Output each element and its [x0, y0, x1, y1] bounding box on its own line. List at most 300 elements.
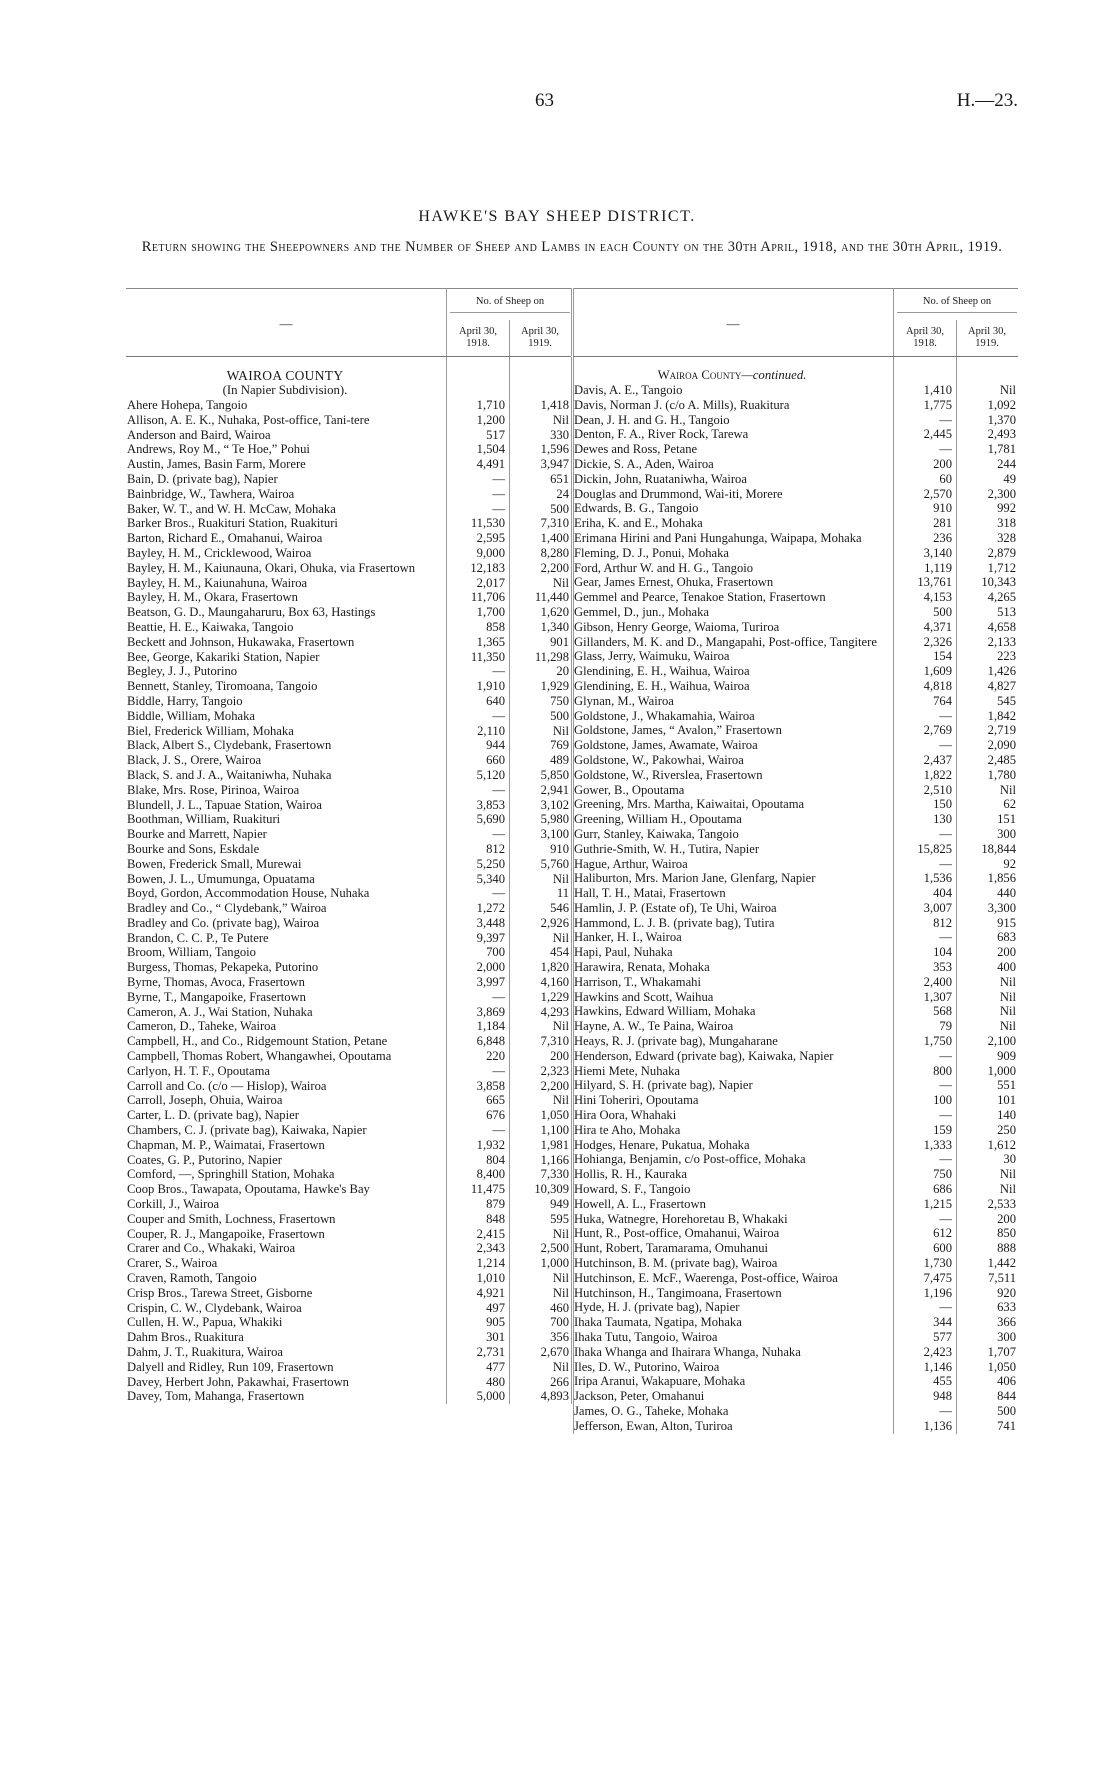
table-row [573, 1374, 1018, 1389]
sheep-1918: 568 [933, 1004, 952, 1019]
sheep-1918: 200 [933, 456, 952, 471]
owner-name: Carroll and Co. (c/o — Hislop), Wairoa [127, 1078, 327, 1093]
sheep-1918: — [939, 930, 952, 945]
owner-name: Brandon, C. C. P., Te Putere [127, 930, 269, 945]
table-row [573, 990, 1018, 1005]
sheep-1918: 612 [933, 1226, 952, 1241]
owner-name: Coop Bros., Tawapata, Opoutama, Hawke's Bay [127, 1182, 370, 1197]
owner-name: Bourke and Marrett, Napier [127, 827, 267, 842]
owner-name: Austin, James, Basin Farm, Morere [127, 457, 306, 472]
owner-name: Byrne, Thomas, Avoca, Frasertown [127, 975, 305, 990]
sheep-1918: 1,710 [476, 398, 505, 412]
sheep-1918: — [492, 1123, 505, 1138]
sheep-1919: 2,926 [540, 915, 569, 930]
sheep-1918: 2,445 [923, 427, 952, 442]
sheep-1918: 764 [933, 693, 952, 708]
owner-name: Davis, A. E., Tangoio [574, 383, 683, 397]
sheep-1918: 1,307 [923, 989, 952, 1004]
table-row [126, 576, 571, 591]
sheep-1919: 489 [550, 753, 569, 768]
sheep-1918: 686 [933, 1182, 952, 1197]
sheep-1918: 3,853 [476, 797, 505, 812]
sheep-1919: 545 [997, 693, 1016, 708]
owner-name: Boothman, William, Ruakituri [127, 812, 281, 827]
page-header [0, 90, 1114, 112]
owner-name: Craven, Ramoth, Tangoio [127, 1271, 257, 1286]
sheep-1918: — [939, 708, 952, 723]
owner-name: Goldstone, James, Awamate, Wairoa [574, 738, 758, 753]
sheep-1918: 2,343 [476, 1241, 505, 1256]
owner-name: Jackson, Peter, Omahanui [574, 1389, 705, 1404]
sheep-1919: 440 [997, 886, 1016, 901]
sheep-1918: 910 [933, 501, 952, 516]
sheep-1918: — [492, 827, 505, 842]
sheep-1919: 200 [550, 1049, 569, 1064]
owner-name: Hira Oora, Whahaki [574, 1108, 677, 1123]
sheep-1919: 2,133 [987, 634, 1016, 649]
owner-name: Ihaka Taumata, Ngatipa, Mohaka [574, 1315, 742, 1330]
table-row [573, 575, 1018, 590]
owner-name: Hilyard, S. H. (private bag), Napier [574, 1078, 753, 1093]
sheep-1918: 1,333 [923, 1137, 952, 1152]
owner-name: Hammond, L. J. B. (private bag), Tutira [574, 915, 775, 930]
owner-name: Glendining, E. H., Waihua, Wairoa [574, 678, 750, 693]
sheep-1919: Nil [999, 1004, 1016, 1019]
sheep-1918: 1,010 [476, 1271, 505, 1286]
sheep-1919: 1,166 [540, 1152, 569, 1167]
owner-name: Carroll, Joseph, Ohuia, Wairoa [127, 1093, 283, 1108]
table-row [573, 1212, 1018, 1227]
table-row [126, 1049, 571, 1064]
sheep-1918: 301 [486, 1330, 505, 1345]
sheep-1919: 2,941 [540, 782, 569, 797]
sheep-1918: 2,437 [923, 752, 952, 767]
owner-name: Ihaka Whanga and Ihairara Whanga, Nuhaka [574, 1344, 801, 1359]
table-row [126, 753, 571, 768]
sheep-1918: 100 [933, 1093, 952, 1108]
sheep-1918: 13,761 [917, 575, 952, 590]
sheep-1919: 1,596 [540, 442, 569, 457]
table-row [573, 960, 1018, 975]
sheep-1918: 281 [933, 516, 952, 531]
sheep-1919: 2,200 [540, 560, 569, 575]
owner-name: Iles, D. W., Putorino, Wairoa [574, 1359, 720, 1374]
sheep-1918: 665 [486, 1093, 505, 1108]
sheep-1918: — [492, 486, 505, 501]
sheep-1919: 700 [550, 1315, 569, 1330]
table-row [573, 1034, 1018, 1049]
county-heading: WAIROA COUNTY [226, 368, 344, 383]
sheep-1918: 948 [933, 1389, 952, 1404]
table-row [126, 442, 571, 457]
sheep-1919: 992 [997, 501, 1016, 516]
sheep-1918: 4,371 [923, 619, 952, 634]
table-row [573, 857, 1018, 872]
sheep-1919: 7,310 [540, 516, 569, 531]
table-row [573, 1345, 1018, 1360]
owner-name: Bowen, Frederick Small, Murewai [127, 856, 302, 871]
sheep-1918: 2,510 [923, 782, 952, 797]
sheep-1919: Nil [999, 383, 1016, 397]
owner-name: Douglas and Drummond, Wai-iti, Morere [574, 486, 783, 501]
owner-name: Denton, F. A., River Rock, Tarewa [574, 427, 749, 442]
table-row [126, 650, 571, 665]
table-row [573, 797, 1018, 812]
document-reference: H.—23. [956, 90, 1018, 111]
sheep-1918: — [939, 1300, 952, 1315]
owner-name: Iripa Aranui, Wakapuare, Mohaka [574, 1374, 746, 1389]
year-1918-header: April 30, 1918. [459, 326, 497, 349]
sheep-1919: Nil [552, 930, 569, 945]
table-row [573, 1167, 1018, 1182]
sheep-1919: 300 [997, 826, 1016, 841]
owner-name: Comford, —, Springhill Station, Mohaka [127, 1167, 335, 1182]
left-table-header [126, 288, 571, 357]
sheep-1919: 460 [550, 1300, 569, 1315]
sheep-1918: 1,504 [476, 442, 505, 457]
table-row [573, 427, 1018, 442]
table-row [573, 1330, 1018, 1345]
sheep-1919: 2,200 [540, 1078, 569, 1093]
sheep-1919: 20 [556, 664, 569, 679]
sheep-1918: 9,000 [476, 545, 505, 560]
sheep-1918: 11,530 [470, 516, 505, 531]
table-row [126, 1315, 571, 1330]
sheep-1918: 150 [933, 797, 952, 812]
sheep-1919: 400 [997, 960, 1016, 975]
table-row [126, 738, 571, 753]
sheep-1918: 11,475 [470, 1182, 505, 1197]
sheep-1919: Nil [552, 723, 569, 738]
table-row [126, 620, 571, 635]
sheep-1919: 1,340 [540, 619, 569, 634]
sheep-1919: 4,893 [540, 1389, 569, 1404]
table-row [126, 487, 571, 502]
owner-name: Beatson, G. D., Maungaharuru, Box 63, Hastings [127, 605, 376, 620]
sheep-1918: 404 [933, 886, 952, 901]
sheep-1919: 2,670 [540, 1345, 569, 1359]
table-row [126, 1064, 571, 1079]
sheep-1919: 11 [556, 886, 569, 901]
owner-name: Coates, G. P., Putorino, Napier [127, 1152, 282, 1167]
sheep-1919: 3,300 [987, 900, 1016, 915]
sheep-1918: 577 [933, 1330, 952, 1344]
year-1919-header: April 30, 1919. [521, 326, 559, 349]
county-subheading: (In Napier Subdivision). [222, 383, 348, 397]
table-row [573, 605, 1018, 620]
owner-name: Crispin, C. W., Clydebank, Wairoa [127, 1300, 302, 1315]
owner-name: Gillanders, M. K. and D., Mangapahi, Post-office, Tangitere [574, 634, 877, 649]
table-row [126, 590, 571, 605]
sheep-1918: 1,184 [476, 1019, 505, 1034]
sheep-1918: — [492, 501, 505, 516]
sheep-1918: 1,214 [476, 1256, 505, 1271]
owner-name: Gower, B., Opoutama [574, 782, 685, 797]
table-row [126, 1301, 571, 1316]
table-row [126, 1123, 571, 1138]
sheep-1918: 676 [486, 1108, 505, 1123]
sheep-1919: 223 [997, 649, 1016, 664]
sheep-1919: 844 [997, 1389, 1016, 1404]
sheep-1918: — [939, 412, 952, 427]
table-row [573, 738, 1018, 753]
owner-name: Hawkins and Scott, Waihua [574, 989, 714, 1004]
owner-name: Ford, Arthur W. and H. G., Tangoio [574, 560, 754, 575]
table-row [126, 694, 571, 709]
table-row [573, 1241, 1018, 1256]
owner-name: Campbell, Thomas Robert, Whangawhei, Opoutama [127, 1049, 392, 1064]
sheep-1919: 920 [997, 1285, 1016, 1300]
table-row [573, 442, 1018, 457]
owner-name: Bradley and Co. (private bag), Wairoa [127, 915, 320, 930]
owner-name: Dickie, S. A., Aden, Wairoa [574, 456, 714, 471]
table-row [573, 487, 1018, 502]
sheep-1919: 2,100 [987, 1034, 1016, 1049]
sheep-1919: Nil [999, 1167, 1016, 1182]
table-row [573, 383, 1018, 398]
owner-name: Hira te Aho, Mohaka [574, 1122, 681, 1137]
sheep-1918: 1,730 [923, 1256, 952, 1271]
table-row [126, 1330, 571, 1345]
table-row [573, 709, 1018, 724]
sheep-1919: 1,100 [540, 1123, 569, 1138]
table-row [573, 930, 1018, 945]
table-row [573, 1078, 1018, 1093]
table-row [573, 1360, 1018, 1375]
sheep-1918: 2,110 [477, 723, 505, 738]
sheep-1918: — [939, 1078, 952, 1093]
sheep-1919: 4,827 [987, 678, 1016, 693]
sheep-1919: 30 [1003, 1152, 1016, 1167]
sheep-1918: 3,869 [476, 1004, 505, 1019]
table-row [573, 679, 1018, 694]
table-row [126, 605, 571, 620]
sheep-1918: 4,491 [476, 457, 505, 472]
sheep-1919: 266 [550, 1374, 569, 1389]
owner-name: Allison, A. E. K., Nuhaka, Post-office, Tani-tere [127, 412, 370, 427]
owner-name: Greening, Mrs. Martha, Kaiwaitai, Opoutama [574, 797, 805, 812]
sheep-1918: 353 [933, 960, 952, 975]
sheep-1918: 858 [486, 619, 505, 634]
owner-name: Hayne, A. W., Te Paina, Wairoa [574, 1019, 734, 1034]
sheep-1918: 8,400 [476, 1167, 505, 1182]
owner-name: Biddle, Harry, Tangoio [127, 693, 243, 708]
owner-name: Dahm Bros., Ruakitura [127, 1330, 244, 1345]
sheep-1919: 356 [550, 1330, 569, 1345]
sheep-1919: Nil [552, 1271, 569, 1286]
table-row [573, 664, 1018, 679]
continued-label: —continued. [741, 368, 807, 382]
owner-name: Hollis, R. H., Kauraka [574, 1167, 687, 1182]
owner-name: Goldstone, J., Whakamahia, Wairoa [574, 708, 755, 723]
table-row [573, 945, 1018, 960]
sheep-1919: 1,856 [987, 871, 1016, 886]
sheep-1918: 2,595 [476, 531, 505, 546]
sheep-1918: 848 [486, 1211, 505, 1226]
owner-name: Barker Bros., Ruakituri Station, Ruakituri [127, 516, 338, 531]
owner-name: Hodges, Henare, Pukatua, Mohaka [574, 1137, 750, 1152]
sheep-1919: 2,300 [987, 486, 1016, 501]
table-row [126, 798, 571, 813]
table-row [573, 916, 1018, 931]
sheep-1918: 9,397 [476, 930, 505, 945]
sheep-1919: 7,511 [988, 1270, 1016, 1285]
sheep-1919: 1,442 [987, 1256, 1016, 1271]
sheep-1919: 250 [997, 1122, 1016, 1137]
owner-name: Bayley, H. M., Cricklewood, Wairoa [127, 545, 312, 560]
sheep-1919: 406 [997, 1374, 1016, 1389]
owner-name: Hawkins, Edward William, Mohaka [574, 1004, 756, 1019]
sheep-1919: 741 [997, 1418, 1016, 1433]
page-title: HAWKE'S BAY SHEEP DISTRICT. [418, 208, 696, 225]
sheep-1919: 769 [550, 738, 569, 753]
owner-name: Biddle, William, Mohaka [127, 708, 255, 723]
owner-name: Couper and Smith, Lochness, Frasertown [127, 1211, 336, 1226]
sheep-1919: 1,780 [987, 767, 1016, 782]
sheep-1918: 1,536 [923, 871, 952, 886]
owner-name: Hunt, Robert, Taramarama, Omuhanui [574, 1241, 769, 1256]
owner-name: Boyd, Gordon, Accommodation House, Nuhaka [127, 886, 370, 901]
table-row [573, 516, 1018, 531]
sheep-1919: 3,102 [540, 797, 569, 812]
table-row [573, 1093, 1018, 1108]
sheep-1918: — [939, 856, 952, 871]
owner-name: Carlyon, H. T. F., Opoutama [127, 1063, 270, 1078]
sheep-1919: Nil [552, 1285, 569, 1300]
sheep-1918: 1,365 [476, 634, 505, 649]
sheep-1919: 10,343 [981, 575, 1016, 590]
owner-name: Hutchinson, B. M. (private bag), Wairoa [574, 1256, 778, 1271]
column-divider [571, 357, 572, 1404]
table-row [126, 1360, 571, 1375]
owner-name: Couper, R. J., Mangapoike, Frasertown [127, 1226, 325, 1241]
owner-name: Bainbridge, W., Tawhera, Wairoa [127, 486, 295, 501]
table-row [126, 960, 571, 975]
table-row [126, 1182, 571, 1197]
table-row [126, 1167, 571, 1182]
owner-name: Bee, George, Kakariki Station, Napier [127, 649, 320, 664]
owner-name: Biel, Frederick William, Mohaka [127, 723, 294, 738]
sheep-1918: — [939, 1403, 952, 1418]
owner-name: Hini Toheriri, Opoutama [574, 1093, 699, 1108]
table-row [126, 457, 571, 472]
sheep-1919: 1,050 [987, 1359, 1016, 1374]
sheep-1919: 151 [997, 812, 1016, 827]
owner-name: Bain, D. (private bag), Napier [127, 471, 278, 486]
sheep-1919: 2,719 [987, 723, 1016, 738]
table-row [573, 1004, 1018, 1019]
sheep-1919: 1,712 [987, 560, 1016, 575]
sheep-1918: 480 [486, 1374, 505, 1389]
owner-name: James, O. G., Taheke, Mohaka [574, 1403, 729, 1418]
owner-name: Baker, W. T., and W. H. McCaw, Mohaka [127, 501, 336, 516]
sheep-1919: 2,533 [987, 1196, 1016, 1211]
table-row [126, 783, 571, 798]
table-row [573, 501, 1018, 516]
sheep-1919: 901 [550, 634, 569, 649]
sheep-1918: 154 [933, 649, 952, 664]
table-row [573, 561, 1018, 576]
table-row [126, 1034, 571, 1049]
sheep-1919: 551 [997, 1078, 1016, 1093]
owner-name: Barton, Richard E., Omahanui, Wairoa [127, 531, 323, 546]
owner-column-header: — [726, 316, 740, 331]
sheep-1918: — [939, 738, 952, 753]
table-row [126, 842, 571, 857]
owner-name: Gibson, Henry George, Waioma, Turiroa [574, 619, 780, 634]
sheep-1919: 10,309 [534, 1182, 569, 1197]
sheep-1919: 4,160 [540, 975, 569, 990]
sheep-1918: 2,415 [476, 1226, 505, 1241]
table-row [573, 1271, 1018, 1286]
sheep-1918: 800 [933, 1063, 952, 1078]
owner-name: Bayley, H. M., Kaiunahuna, Wairoa [127, 575, 308, 590]
sheep-1919: 244 [997, 456, 1016, 471]
sheep-1918: — [939, 1211, 952, 1226]
sheep-1918: 879 [486, 1197, 505, 1212]
owner-name: Hiemi Mete, Nuhaka [574, 1063, 680, 1078]
sheep-1918: 3,007 [923, 900, 952, 915]
sheep-1919: 4,658 [987, 619, 1016, 634]
sheep-1918: — [492, 782, 505, 797]
table-row [126, 901, 571, 916]
table-row [573, 783, 1018, 798]
owner-name: Dahm, J. T., Ruakitura, Wairoa [127, 1345, 284, 1359]
sheep-1918: 3,858 [476, 1078, 505, 1093]
owner-name: Andrews, Roy M., “ Te Hoe,” Pohui [127, 442, 310, 457]
sheep-1918: 15,825 [917, 841, 952, 856]
sheep-1918: 905 [486, 1315, 505, 1330]
sheep-1919: 4,265 [987, 590, 1016, 605]
sheep-1919: 5,980 [540, 812, 569, 827]
left-table-body [126, 357, 571, 1404]
sheep-1919: Nil [999, 974, 1016, 989]
owner-name: Fleming, D. J., Ponui, Mohaka [574, 545, 729, 560]
owner-column-header: — [279, 316, 293, 331]
sheep-1919: 1,842 [987, 708, 1016, 723]
page-subtitle: Return showing the Sheepowners and the Number of Sheep and Lambs in each County on the 30th April, 1918, and the 30th April, 1919. [141, 239, 1003, 255]
sheep-1918: 700 [486, 945, 505, 960]
sheep-1919: 1,707 [987, 1344, 1016, 1359]
table-row [573, 1123, 1018, 1138]
sheep-1919: Nil [552, 1019, 569, 1034]
table-row [126, 1345, 571, 1360]
sheep-1918: 1,822 [923, 767, 952, 782]
sheep-1919: Nil [552, 1093, 569, 1108]
table-row [126, 827, 571, 842]
table-row [573, 1108, 1018, 1123]
table-row [573, 472, 1018, 487]
owner-name: Harrison, T., Whakamahi [574, 974, 701, 989]
table-row [126, 812, 571, 827]
table-row [573, 886, 1018, 901]
table-row [126, 428, 571, 443]
sheep-1918: — [939, 826, 952, 841]
sheep-1918: 5,690 [476, 812, 505, 827]
sheep-1919: 2,090 [987, 738, 1016, 753]
sheep-1919: 910 [550, 841, 569, 856]
sheep-1919: 1,000 [987, 1063, 1016, 1078]
sheep-1918: 60 [939, 471, 952, 486]
sheep-1918: 2,400 [923, 974, 952, 989]
sheep-1918: 477 [486, 1359, 505, 1374]
owner-name: Goldstone, James, “ Avalon,” Frasertown [574, 723, 782, 738]
sheep-1918: 11,706 [470, 590, 505, 605]
owner-name: Black, S. and J. A., Waitaniwha, Nuhaka [127, 767, 332, 782]
sheep-1918: 497 [486, 1300, 505, 1315]
table-row [573, 827, 1018, 842]
table-row [126, 1019, 571, 1034]
